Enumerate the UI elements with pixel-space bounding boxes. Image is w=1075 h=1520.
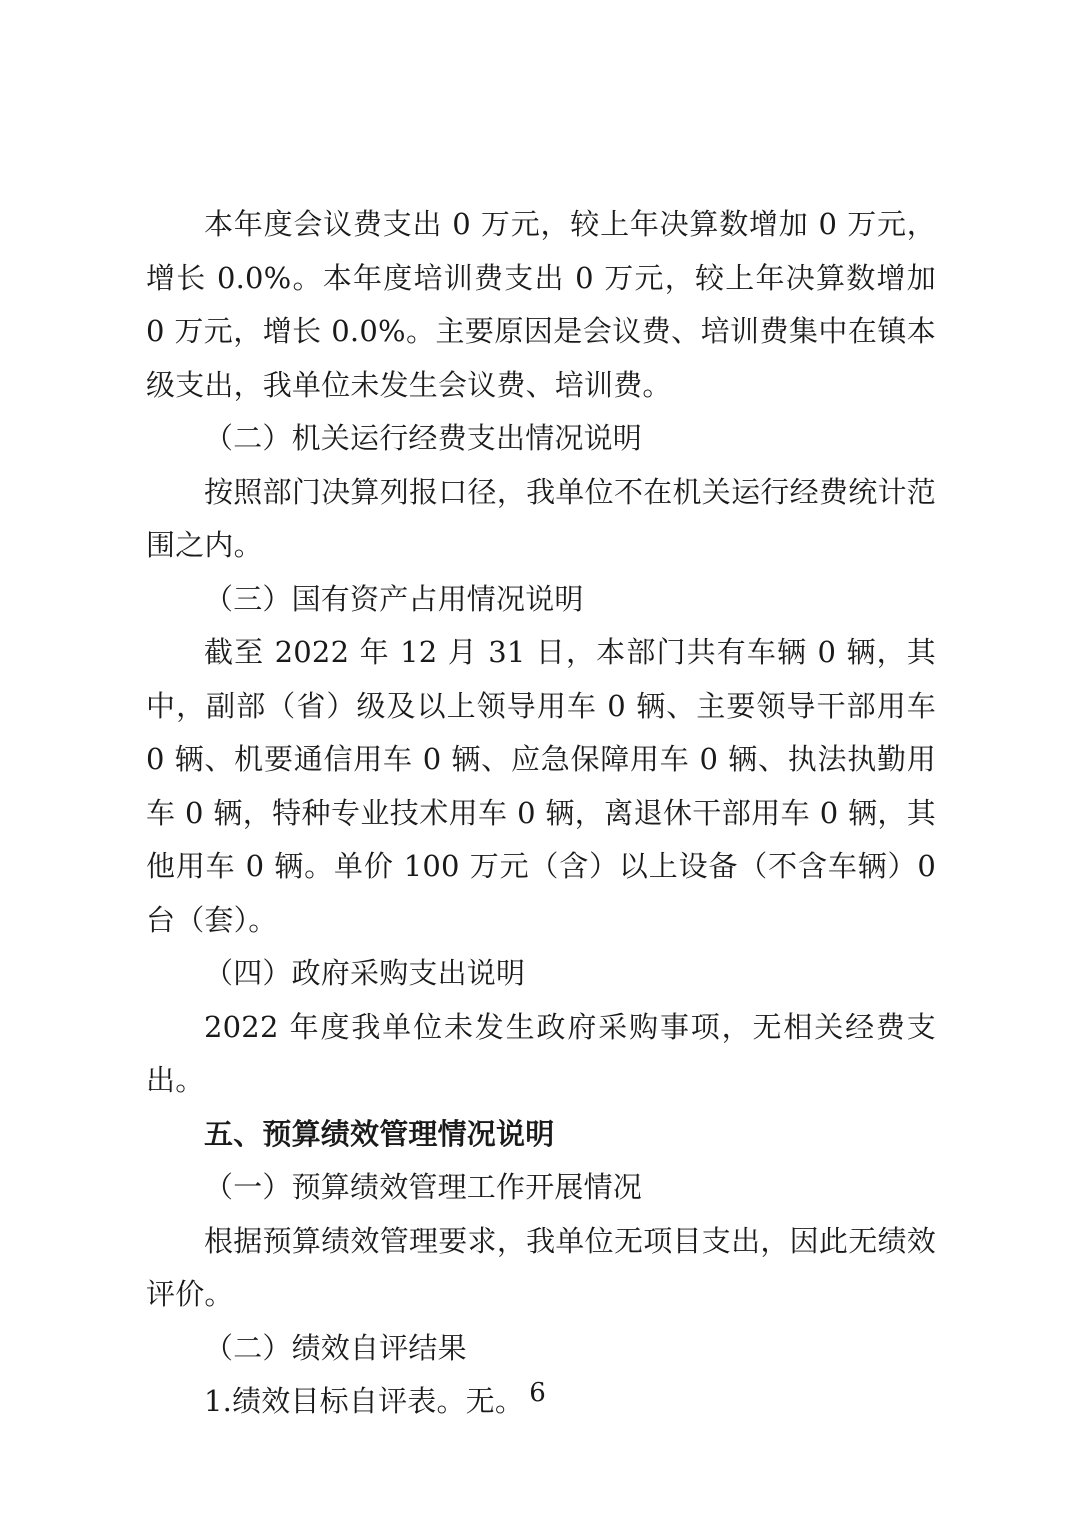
page-number: 6 [529,1378,546,1408]
paragraph-performance-work: 根据预算绩效管理要求，我单位无项目支出，因此无绩效评价。 [146,1223,936,1311]
section-heading-self-evaluation: （二）绩效自评结果 [204,1330,467,1365]
paragraph-meeting-training-expense: 本年度会议费支出 0 万元，较上年决算数增加 0 万元，增长 0.0%。本年度培训费支出 0 万元，较上年决算数增加 0 万元，增长 0.0%。主要原因是会议费、培训费集中在镇本级支出，我单位未发生会议费、培训费。 [146,207,936,402]
paragraph-procurement: 2022 年度我单位未发生政府采购事项，无相关经费支出。 [146,1009,936,1097]
chapter-heading-performance: 五、预算绩效管理情况说明 [204,1116,555,1151]
section-heading-operating-expense: （二）机关运行经费支出情况说明 [204,421,643,455]
section-heading-performance-work: （一）预算绩效管理工作开展情况 [204,1170,643,1204]
document-body [146,198,936,1429]
section-heading-procurement: （四）政府采购支出说明 [204,956,526,990]
paragraph-self-evaluation-table: 1.绩效目标自评表。无。 [204,1384,525,1418]
paragraph-operating-expense: 按照部门决算列报口径，我单位不在机关运行经费统计范围之内。 [146,474,936,562]
section-heading-state-assets: （三）国有资产占用情况说明 [204,581,584,616]
paragraph-state-assets: 截至 2022 年 12 月 31 日，本部门共有车辆 0 辆，其中，副部（省）级及以上领导用车 0 辆、主要领导干部用车 0 辆、机要通信用车 0 辆、应急保障用车 0 辆、执法执勤用车 0 辆，特种专业技术用车 0 辆，离退休干部用车 0 辆，其他用车 0 辆。单价 100 万元（含）以上设备（不含车辆）0 台（套）。 [146,635,937,937]
